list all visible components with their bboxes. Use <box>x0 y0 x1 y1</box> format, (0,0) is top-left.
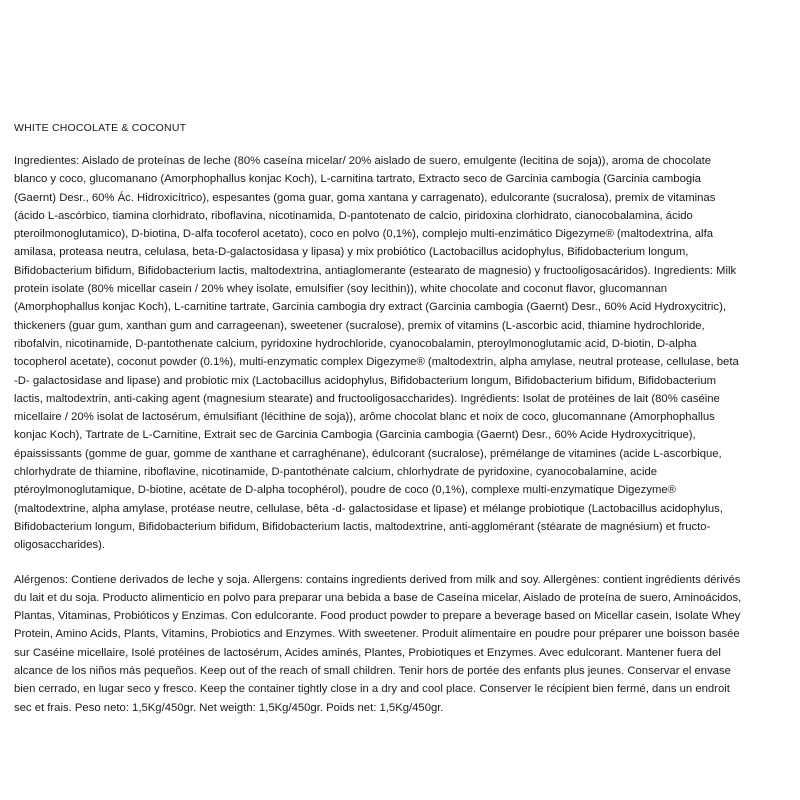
ingredients-label-en: Ingredients: <box>653 264 713 277</box>
ingredients-text-es: Aislado de proteínas de leche (80% caseína micelar/ 20% aislado de suero, emulgente (lecitina de soja)), aroma de chocolate blanco y coco, glucomanano (Amorphophallus konjac Koch), L-carnitina tartrato, Extracto seco de Garcinia cambogia (Garcinia cambogia (Gaernt) Desr., 60% Ác. Hidroxicítrico), espesantes (goma guar, goma xantana y carragenato), edulcorante (sucralosa), premix de vitaminas (ácido L-ascórbico, tiamina clorhidrato, riboflavina, nicotinamida, D-pantotenato de calcio, piridoxina clorhidrato, cianocobalamina, ácido pteroilmonoglutamico), D-biotina, D-alfa tocoferol acetato), coco en polvo (0,1%), complejo multi-enzimático Digezyme® (maltodextrina, alfa amilasa, proteasa neutra, celulasa, beta-D-galactosidasa y lipasa) y mix probiótico (Lactobacillus acidophylus, Bifidobacterium longum, Bifidobacterium bifidum, Bifidobacterium lactis, maltodextrina, antiaglomerante (estearato de magnesio) y fructooligosacáridos). <box>14 155 716 277</box>
product-title: WHITE CHOCOLATE & COCONUT <box>14 122 187 134</box>
ingredients-text-fr: Isolat de protéines de lait (80% caséine micellaire / 20% isolat de lactosérum, émulsifiant (lécithine de soja)), arôme chocolat blanc et noix de coco, glucomannane (Amorphophallus konjac Koch), Tartrate de L-Carnitine, Extrait sec de Garcinia Cambogia (Garcinia cambogia (Gaernt) Desr., 60% Acide Hydroxycitrique), épaississants (gomme de guar, gomme de xanthane et carraghénane), édulcorant (sucralose), prémélange de vitamines (acide L-ascorbique, chlorhydrate de thiamine, riboflavine, nicotinamide, D-pantothénate calcium, chlorhydrate de pyridoxine, cyanocobalamine, acide ptéroylmonoglutamique, D-biotine, acétate de D-alpha tocophérol), poudre de coco (0,1%), complexe multi-enzymatique Digezyme® (maltodextrine, alpha amylase, protéase neutre, cellulase, bêta -d- galactosidase et lipase) et mélange probiotique (Lactobacillus acidophylus, Bifidobacterium longum, Bifidobacterium bifidum, Bifidobacterium lactis, maltodextrine, anti-agglomérant (stéarate de magnésium) et fructo-oligosaccharides). <box>14 392 723 552</box>
ingredients-label-es: Ingredientes: <box>14 155 80 167</box>
ingredients-text-en: Milk protein isolate (80% micellar casein / 20% whey isolate, emulsifier (soy lecithin)), white chocolate and coconut flavor, glucomannan (Amorphophallus konjac Koch), L-carnitine tartrate, Garcinia cambogia dry extract (Garcinia cambogia (Gaernt) Desr., 60% Acid Hydroxycitric), thickeners (guar gum, xanthan gum and carrageenan), sweetener (sucralose), premix of vitamins (L-ascorbic acid, thiamine hydrochloride, ribofalvin, nicotinamide, D-pantothenate calcium, pyridoxine hydrochloride, cyanocobalamin, pteroylmonoglutamic acid, D-biotin, D-alpha tocopherol acetate), coconut powder (0.1%), multi-enzymatic complex Digezyme® (maltodextrin, alpha amylase, neutral protease, cellulase, beta -D- galactosidase and lipase) and probiotic mix (Lactobacillus acidophylus, Bifidobacterium longum, Bifidobacterium bifidum, Bifidobacterium lactis, maltodextrin, anti-caking agent (magnesium stearate) and fructooligosaccharides). <box>14 264 739 405</box>
allergens-paragraph <box>14 571 745 717</box>
ingredients-label-fr: Ingrédients: <box>460 392 520 405</box>
allergens-text-en: contains ingredients derived from milk and soy. <box>302 573 544 586</box>
allergens-label-en: Allergens: <box>252 573 303 586</box>
allergens-text-es: Contiene derivados de leche y soja. <box>68 573 253 586</box>
allergens-text-fr: contient ingrédients dérivés du lait et du soja. Producto alimenticio en polvo para preparar una bebida a base de Caseína micelar, Aislado de proteína de suero, Aminoácidos, Plantas, Vitaminas, Probióticos y Enzimas. Con edulcorante. Food product powder to prepare a beverage based on Micellar casein, Isolate Whey Protein, Amino Acids, Plants, Vitamins, Probiotics and Enzymes. With sweetener. Produit alimentaire en poudre pour préparer une boisson basée sur Caséine micellaire, Isolé protéines de lactosérum, Acides aminés, Plantes, Probiotiques et Enzymes. Avec edulcorant. Mantener fuera del alcance de los niños más pequeños. Keep out of the reach of small children. Tenir hors de portée des enfants plus jeunes. Conservar el envase bien cerrado, en lugar seco y fresco. Keep the container tightly close in a dry and cool place. Conserver le récipient bien fermé, dans un endroit sec et frais. Peso neto: 1,5Kg/450gr. Net weigth: 1,5Kg/450gr. Poids net: 1,5Kg/450gr. <box>14 573 742 714</box>
ingredients-paragraph <box>14 152 745 555</box>
allergens-label-es: Alérgenos: <box>14 573 69 586</box>
allergens-label-fr: Allergènes: <box>543 573 600 586</box>
